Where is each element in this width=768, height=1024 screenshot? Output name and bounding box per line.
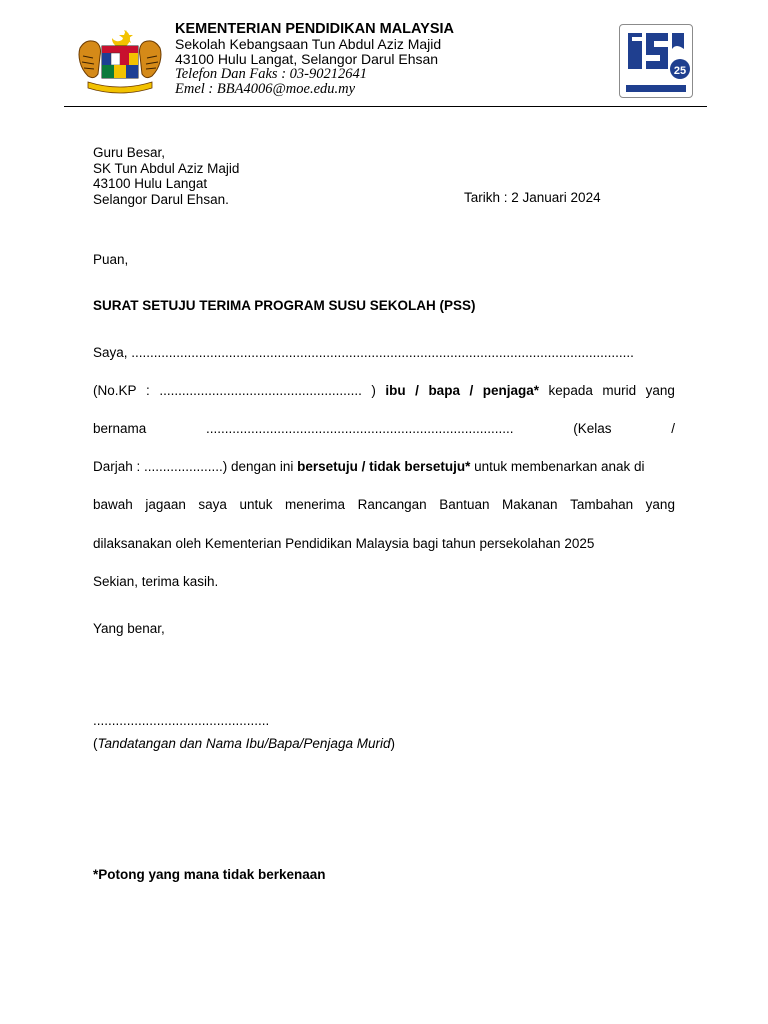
school-name: Sekolah Kebangsaan Tun Abdul Aziz Majid — [175, 36, 442, 52]
school-address: 43100 Hulu Langat, Selangor Darul Ehsan — [175, 51, 439, 67]
body-line-program — [93, 497, 675, 513]
body-word: .................................................................................. — [206, 421, 514, 436]
body-text: untuk membenarkan anak di — [470, 459, 645, 474]
body-word-bold: bapa — [428, 383, 460, 398]
body-word: Rancangan — [357, 497, 427, 512]
recipient-address — [93, 145, 239, 207]
recipient-line: SK Tun Abdul Aziz Majid — [93, 160, 240, 176]
consent-choice: bersetuju / tidak bersetuju* — [297, 459, 471, 474]
body-word: yang — [645, 497, 675, 512]
body-word: (Kelas — [573, 421, 612, 436]
paren-close: ) — [390, 736, 395, 751]
body-word: yang — [645, 383, 675, 398]
body-word: menerima — [285, 497, 346, 512]
letter-date: Tarikh : 2 Januari 2024 — [464, 190, 601, 205]
school-anniversary-logo — [619, 24, 693, 98]
body-word: Tambahan — [570, 497, 634, 512]
school-phone: Telefon Dan Faks : 03-90212641 — [175, 66, 367, 82]
header-divider — [64, 106, 707, 107]
body-line-consent — [93, 459, 675, 475]
recipient-line: Guru Besar, — [93, 145, 166, 160]
body-line-name: Saya, ...................................................................................................................................... — [93, 345, 634, 360]
body-word: (No.KP — [93, 383, 137, 398]
body-line-student — [93, 421, 675, 437]
body-word: jagaan — [145, 497, 186, 512]
body-word-bold: / — [415, 383, 419, 398]
footnote: *Potong yang mana tidak berkenaan — [93, 867, 326, 882]
signature-caption — [93, 736, 395, 752]
body-word-bold: / — [469, 383, 474, 398]
body-word-bold: ibu — [385, 383, 406, 398]
regards: Yang benar, — [93, 621, 165, 636]
body-line-ic — [93, 383, 675, 399]
body-word: ...................................................... — [159, 383, 362, 398]
body-word: : — [146, 383, 150, 398]
salutation: Puan, — [93, 252, 129, 267]
paren-open: ( — [93, 736, 98, 751]
school-email: Emel : BBA4006@moe.edu.my — [175, 81, 356, 97]
signature-caption-text: Tandatangan dan Nama Ibu/Bapa/Penjaga Murid — [97, 736, 391, 751]
body-text: Darjah : .....................) dengan ini — [93, 459, 298, 474]
body-word: bernama — [93, 421, 147, 436]
signature-line: ............................................... — [93, 713, 270, 728]
body-line-ministry: dilaksanakan oleh Kementerian Pendidikan Malaysia bagi tahun persekolahan 2025 — [93, 536, 595, 551]
letterhead — [175, 22, 454, 97]
body-word: untuk — [239, 497, 273, 512]
recipient-line: 43100 Hulu Langat — [93, 176, 208, 191]
body-word: murid — [602, 383, 637, 398]
recipient-line: Selangor Darul Ehsan. — [93, 191, 229, 207]
letter-subject: SURAT SETUJU TERIMA PROGRAM SUSU SEKOLAH (PSS) — [93, 298, 476, 313]
ministry-name: KEMENTERIAN PENDIDIKAN MALAYSIA — [175, 21, 455, 37]
body-word: ) — [371, 383, 376, 398]
body-word: kepada — [548, 383, 593, 398]
body-word: Makanan — [502, 497, 558, 512]
body-word: saya — [198, 497, 227, 512]
body-word: / — [671, 421, 675, 436]
closing: Sekian, terima kasih. — [93, 574, 219, 589]
body-word: Bantuan — [439, 497, 490, 512]
body-word-bold: penjaga* — [482, 383, 540, 398]
logo-number: 25 — [673, 65, 687, 77]
body-word: bawah — [93, 497, 133, 512]
malaysia-coat-of-arms-logo — [74, 26, 166, 94]
